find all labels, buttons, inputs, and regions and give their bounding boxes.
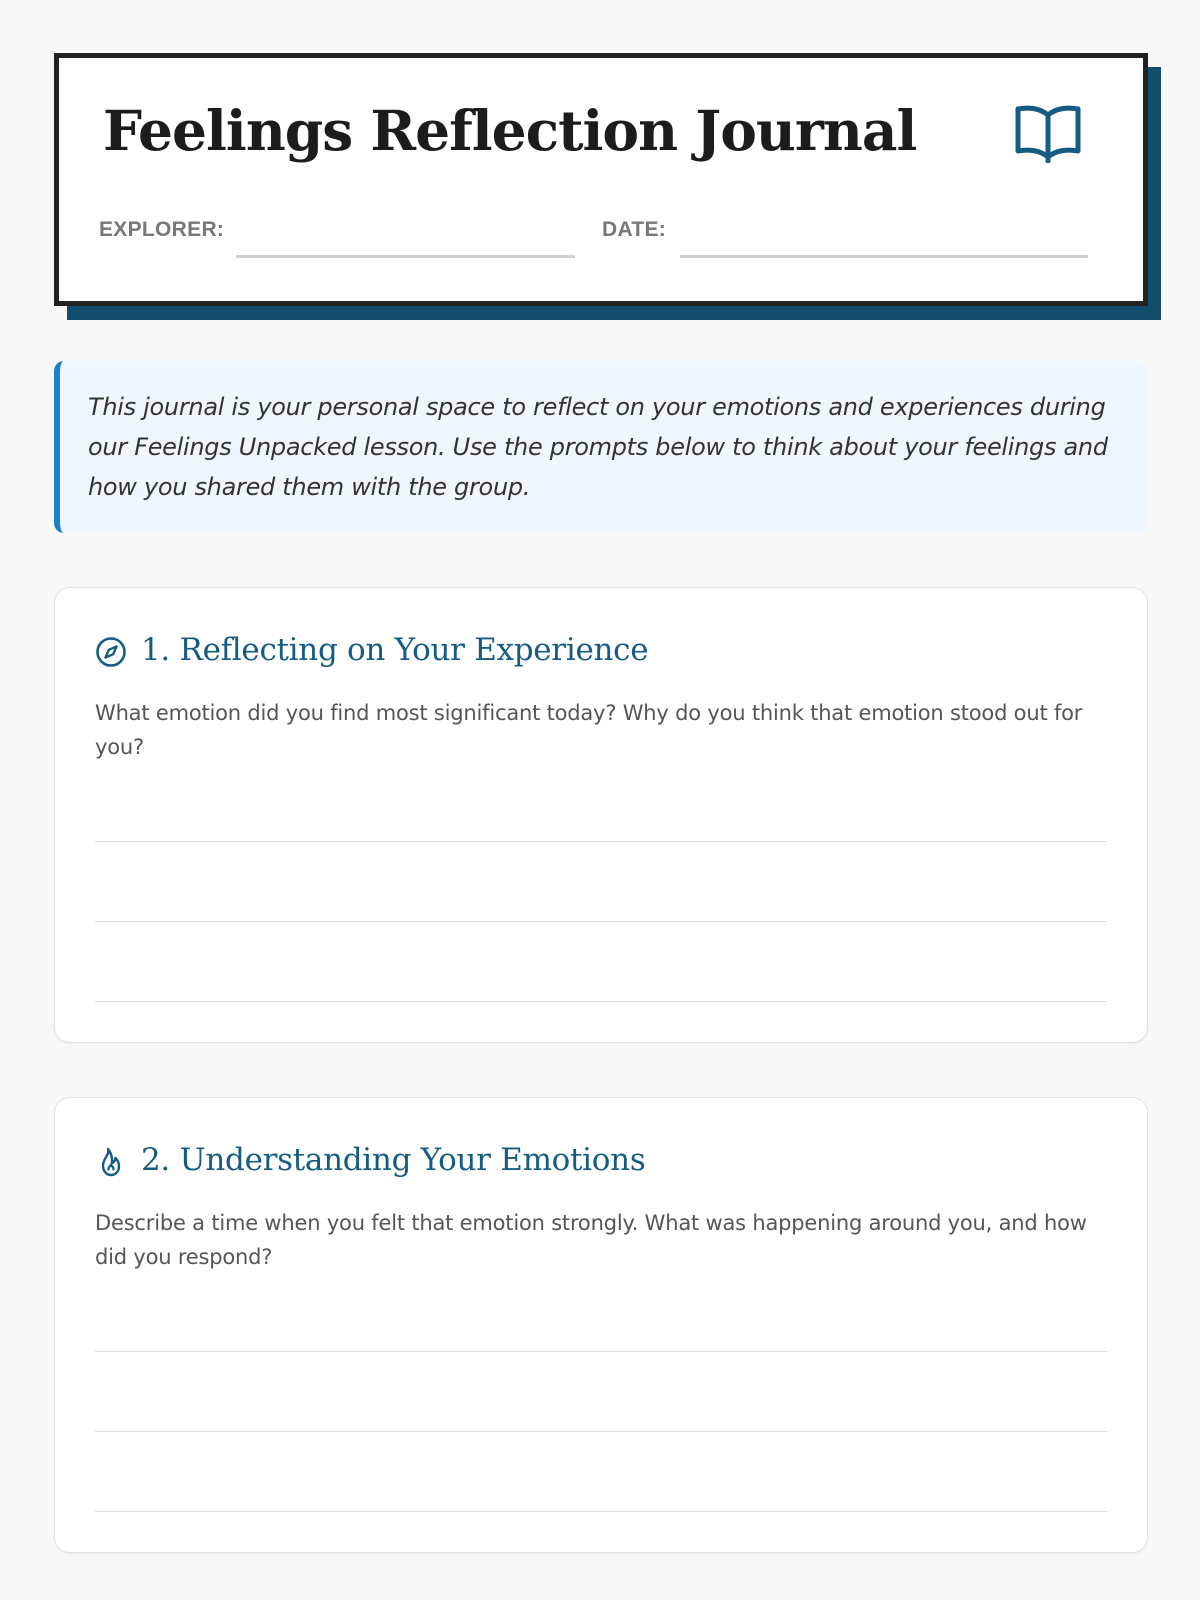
- explorer-label: EXPLORER:: [99, 218, 225, 241]
- date-label: DATE:: [602, 218, 667, 241]
- section-title: 2. Understanding Your Emotions: [141, 1142, 646, 1178]
- section-card-1: [54, 587, 1148, 1043]
- answer-line[interactable]: [95, 1431, 1107, 1432]
- answer-line[interactable]: [95, 1001, 1107, 1002]
- explorer-field[interactable]: [236, 255, 575, 258]
- section-prompt: Describe a time when you felt that emotion strongly. What was happening around you, and how did you respond?: [95, 1211, 1087, 1269]
- section-card-2: [54, 1097, 1148, 1553]
- intro-text: This journal is your personal space to reflect on your emotions and experiences during our Feelings Unpacked lesson. Use the prompts below to think about your feelings and how you shared them with the group.: [88, 393, 1108, 501]
- answer-line[interactable]: [95, 1511, 1107, 1512]
- section-prompt: What emotion did you find most significant today? Why do you think that emotion stood out for you?: [95, 701, 1083, 759]
- section-title: 1. Reflecting on Your Experience: [141, 632, 649, 668]
- answer-line[interactable]: [95, 1351, 1107, 1352]
- intro-callout: [54, 361, 1148, 533]
- answer-line[interactable]: [95, 841, 1107, 842]
- flame-icon: [95, 1146, 127, 1178]
- answer-line[interactable]: [95, 921, 1107, 922]
- journal-header: [54, 53, 1148, 306]
- book-open-icon: [1014, 103, 1082, 163]
- compass-icon: [95, 636, 127, 668]
- date-field[interactable]: [680, 255, 1088, 258]
- page-title: Feelings Reflection Journal: [103, 98, 917, 163]
